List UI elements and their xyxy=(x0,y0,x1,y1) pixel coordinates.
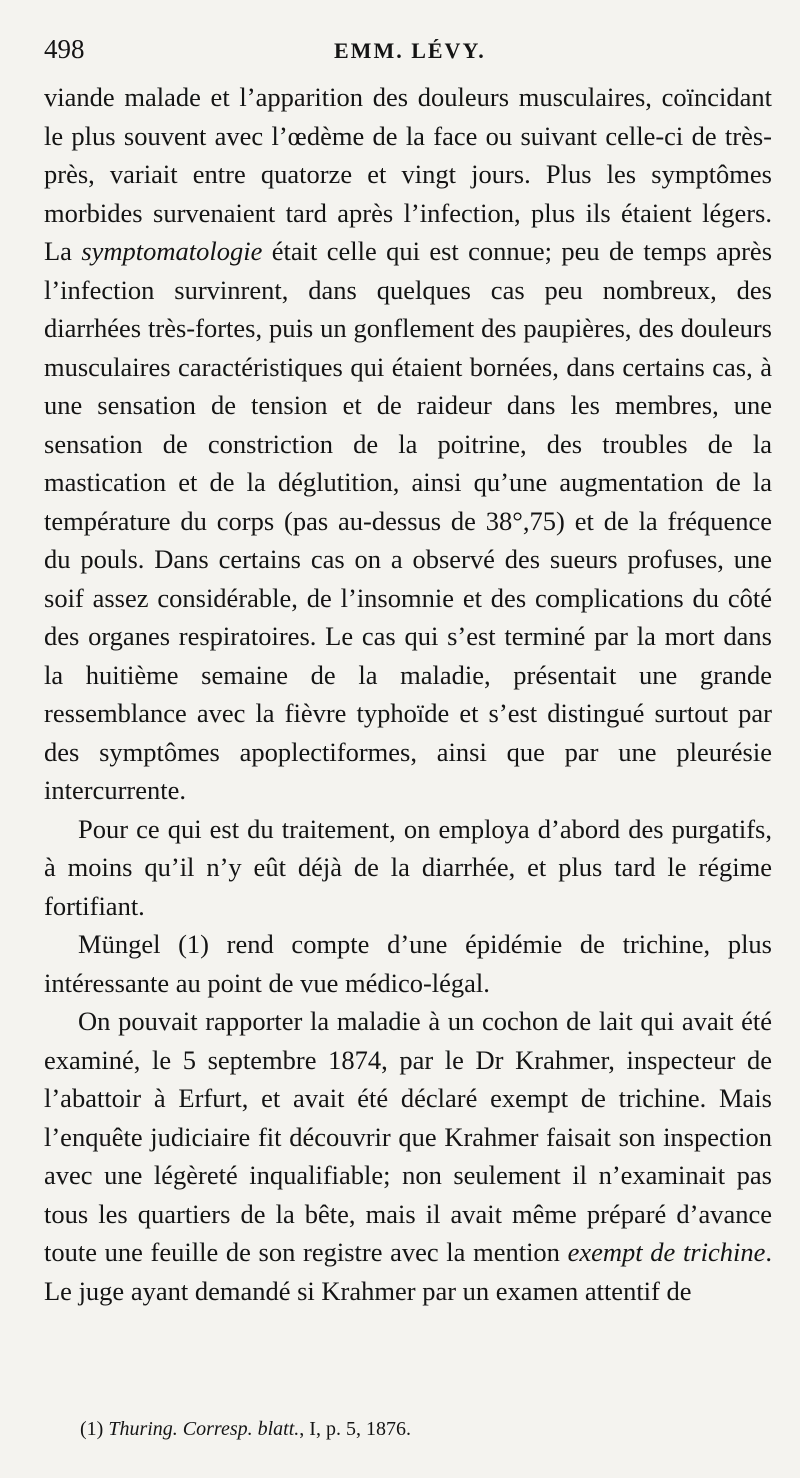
footnote-rest: , I, p. 5, 1876. xyxy=(299,1418,411,1440)
paragraph-text: . Le juge ayant demandé si Krahmer par un examen attentif de xyxy=(44,1237,772,1306)
paragraph-text: Müngel (1) rend compte d’une épidémie de trichine, plus intéressante au point de vue médico-légal. xyxy=(44,929,772,998)
paragraph xyxy=(44,78,772,810)
italic-text: exempt de trichine xyxy=(567,1237,766,1267)
page-header xyxy=(44,34,776,74)
paragraph xyxy=(44,810,772,926)
body-text xyxy=(44,78,772,1310)
paragraph-text: Pour ce qui est du traitement, on employa d’abord des purgatifs, à moins qu’il n’y eût déjà de la diarrhée, et plus tard le régime fortifiant. xyxy=(44,813,772,921)
footnote-title: Thuring. Corresp. blatt. xyxy=(108,1418,300,1440)
italic-text: symptomatologie xyxy=(81,236,263,266)
footnote-marker: (1) xyxy=(80,1418,109,1440)
paragraph xyxy=(44,1002,772,1310)
running-head: EMM. LÉVY. xyxy=(334,38,486,63)
paragraph-text: viande malade et l’apparition des douleurs musculaires, coïncidant le plus souvent avec l’œdème de la face ou suivant celle-ci de très-près, variait entre quatorze et vingt jours. Plus les symptômes morbides survenaient tard après l’infection, plus ils étaient légers. La xyxy=(44,82,772,266)
paragraph xyxy=(44,925,772,1002)
paragraph-text: On pouvait rapporter la maladie à un cochon de lait qui avait été examiné, le 5 septembre 1874, par le Dr Krahmer, inspecteur de l’abattoir à Erfurt, et avait été déclaré exempt de trichine. Mais l’enquête judiciaire fit découvrir que Krahmer faisait son inspection avec une légèreté inqualifiable; non seulement il n’examinait pas tous les quartiers de la bête, mais il avait même préparé d’avance toute une feuille de son registre avec la mention xyxy=(44,1006,772,1267)
page-number: 498 xyxy=(44,34,85,64)
paragraph-text: était celle qui est connue; peu de temps après l’infection survinrent, dans quelques cas peu nombreux, des diarrhées très-fortes, puis un gonflement des paupières, des douleurs musculaires caractéristiques qui étaient bornées, dans certains cas, à une sensation de tension et de raideur dans les membres, une sensation de constriction de la poitrine, des troubles de la mastication et de la déglutition, ainsi qu’une augmentation de la température du corps (pas au-dessus de 38°,75) et de la fréquence du pouls. Dans certains cas on a observé des sueurs profuses, une soif assez considérable, de l’insomnie et des complications du côté des organes respiratoires. Le cas qui s’est terminé par la mort dans la huitième semaine de la maladie, présentait une grande ressemblance avec la fièvre typhoïde et s’est distingué surtout par des symptômes apoplectiformes, ainsi que par une pleurésie intercurrente. xyxy=(44,236,773,805)
footnote xyxy=(80,1418,411,1441)
